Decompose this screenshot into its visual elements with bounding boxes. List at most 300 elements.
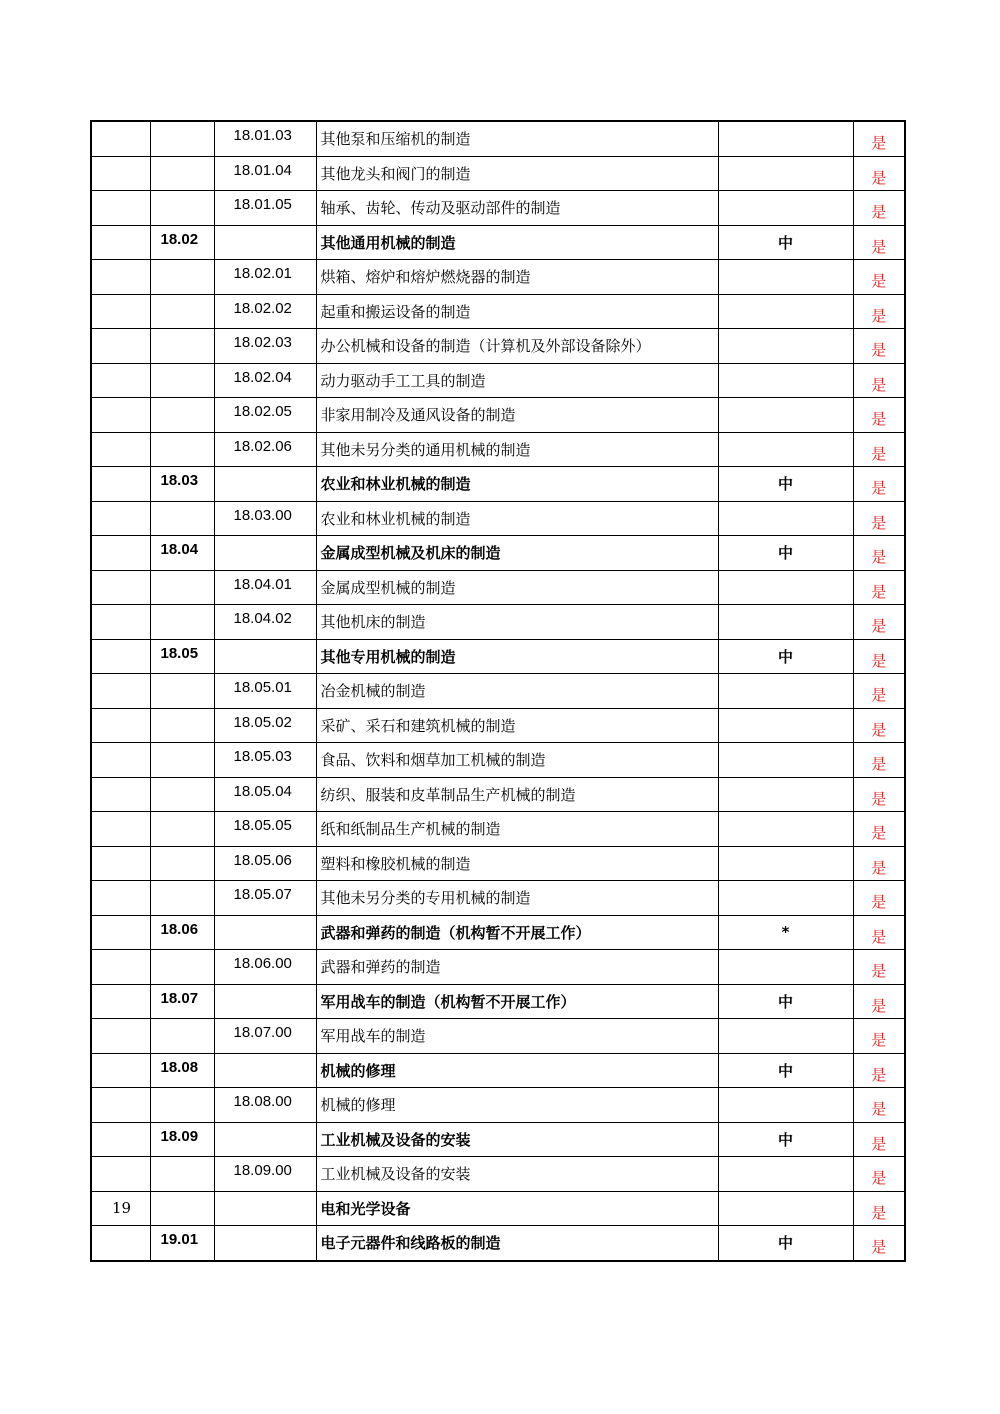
group-code-cell (150, 777, 214, 812)
applicable-flag-cell (853, 467, 905, 502)
risk-level-cell (718, 467, 853, 502)
applicable-flag-cell-text: 是 (871, 1203, 887, 1222)
group-code-cell (150, 191, 214, 226)
applicable-flag-cell (853, 225, 905, 260)
table-row (91, 1226, 905, 1261)
applicable-flag-cell-text: 是 (871, 927, 887, 946)
category-name-cell-text: 农业和林业机械的制造 (320, 475, 471, 494)
group-code-cell (150, 432, 214, 467)
division-code-cell (91, 1088, 150, 1123)
risk-level-cell (718, 674, 853, 709)
division-code-cell (91, 156, 150, 191)
division-code-cell (91, 260, 150, 295)
applicable-flag-cell-text: 是 (871, 1169, 887, 1188)
category-name-cell (316, 191, 718, 226)
table-row (91, 915, 905, 950)
class-code-cell-text: 18.03.00 (233, 506, 292, 524)
division-code-cell (91, 846, 150, 881)
class-code-cell-text: 18.05.01 (233, 679, 292, 697)
applicable-flag-cell-text: 是 (871, 651, 887, 670)
applicable-flag-cell-text: 是 (871, 789, 887, 808)
group-code-cell (150, 812, 214, 847)
class-code-cell-text: 18.02.02 (233, 299, 292, 317)
risk-level-cell (718, 915, 853, 950)
applicable-flag-cell (853, 570, 905, 605)
class-code-cell (214, 1122, 316, 1157)
group-code-cell (150, 1019, 214, 1054)
category-name-cell (316, 777, 718, 812)
risk-level-cell-text: 中 (777, 233, 793, 252)
category-name-cell-text: 工业机械及设备的安装 (320, 1165, 471, 1184)
group-code-cell (150, 467, 214, 502)
applicable-flag-cell (853, 743, 905, 778)
class-code-cell (214, 260, 316, 295)
group-code-cell (150, 639, 214, 674)
applicable-flag-cell (853, 639, 905, 674)
class-code-cell-text: 18.02.04 (233, 368, 292, 386)
division-code-cell (91, 363, 150, 398)
category-name-cell (316, 432, 718, 467)
division-code-cell (91, 191, 150, 226)
group-code-cell (150, 881, 214, 916)
category-name-cell (316, 881, 718, 916)
category-name-cell (316, 674, 718, 709)
division-code-cell (91, 950, 150, 985)
class-code-cell-text: 18.01.03 (233, 127, 292, 145)
table-row (91, 984, 905, 1019)
category-name-cell-text: 动力驱动手工工具的制造 (320, 371, 486, 390)
risk-level-cell (718, 846, 853, 881)
category-name-cell-text: 纺织、服装和皮革制品生产机械的制造 (320, 785, 576, 804)
division-code-cell (91, 708, 150, 743)
class-code-cell (214, 570, 316, 605)
table-row (91, 363, 905, 398)
group-code-cell (150, 1191, 214, 1226)
group-code-cell (150, 536, 214, 571)
class-code-cell (214, 708, 316, 743)
applicable-flag-cell (853, 1226, 905, 1261)
class-code-cell (214, 329, 316, 364)
category-name-cell (316, 156, 718, 191)
applicable-flag-cell (853, 915, 905, 950)
class-code-cell (214, 501, 316, 536)
division-code-cell (91, 121, 150, 156)
risk-level-cell (718, 1019, 853, 1054)
category-name-cell (316, 1157, 718, 1192)
applicable-flag-cell-text: 是 (871, 306, 887, 325)
class-code-cell-text: 18.09.00 (233, 1162, 292, 1180)
risk-level-cell (718, 1226, 853, 1261)
applicable-flag-cell (853, 329, 905, 364)
risk-level-cell (718, 950, 853, 985)
applicable-flag-cell-text: 是 (871, 341, 887, 360)
applicable-flag-cell (853, 881, 905, 916)
division-code-cell (91, 639, 150, 674)
applicable-flag-cell-text: 是 (871, 1134, 887, 1153)
class-code-cell (214, 225, 316, 260)
category-table-body (91, 121, 905, 1261)
class-code-cell (214, 1088, 316, 1123)
class-code-cell (214, 121, 316, 156)
class-code-cell (214, 950, 316, 985)
table-row (91, 846, 905, 881)
group-code-cell (150, 156, 214, 191)
risk-level-cell-text: 中 (777, 647, 793, 666)
applicable-flag-cell-text: 是 (871, 272, 887, 291)
risk-level-cell (718, 777, 853, 812)
class-code-cell (214, 639, 316, 674)
class-code-cell (214, 743, 316, 778)
group-code-cell (150, 398, 214, 433)
category-name-cell (316, 1122, 718, 1157)
applicable-flag-cell-text: 是 (871, 1031, 887, 1050)
table-row (91, 812, 905, 847)
category-name-cell-text: 机械的修理 (320, 1061, 396, 1080)
applicable-flag-cell-text: 是 (871, 582, 887, 601)
applicable-flag-cell (853, 674, 905, 709)
applicable-flag-cell (853, 777, 905, 812)
category-name-cell-text: 塑料和橡胶机械的制造 (320, 854, 471, 873)
class-code-cell (214, 1053, 316, 1088)
table-row (91, 467, 905, 502)
table-row (91, 1053, 905, 1088)
class-code-cell (214, 812, 316, 847)
applicable-flag-cell (853, 812, 905, 847)
group-code-cell (150, 915, 214, 950)
table-row (91, 156, 905, 191)
category-name-cell-text: 军用战车的制造 (320, 1027, 426, 1046)
class-code-cell-text: 18.01.05 (233, 196, 292, 214)
class-code-cell (214, 294, 316, 329)
class-code-cell (214, 1191, 316, 1226)
group-code-cell (150, 225, 214, 260)
category-name-cell (316, 984, 718, 1019)
category-name-cell-text: 电和光学设备 (320, 1199, 411, 1218)
risk-level-cell-text: 中 (777, 1061, 793, 1080)
group-code-cell (150, 1157, 214, 1192)
category-name-cell (316, 1053, 718, 1088)
category-name-cell (316, 950, 718, 985)
group-code-cell (150, 260, 214, 295)
applicable-flag-cell (853, 1019, 905, 1054)
category-name-cell (316, 1088, 718, 1123)
category-name-cell-text: 武器和弹药的制造 (320, 958, 441, 977)
category-name-cell (316, 639, 718, 674)
applicable-flag-cell (853, 708, 905, 743)
risk-level-cell (718, 1191, 853, 1226)
table-row (91, 605, 905, 640)
risk-level-cell (718, 329, 853, 364)
group-code-cell-text: 18.03 (160, 472, 199, 490)
class-code-cell (214, 777, 316, 812)
class-code-cell (214, 1226, 316, 1261)
category-name-cell-text: 机械的修理 (320, 1096, 396, 1115)
division-code-cell (91, 432, 150, 467)
category-name-cell-text: 金属成型机械及机床的制造 (320, 544, 501, 563)
division-code-cell (91, 1122, 150, 1157)
applicable-flag-cell-text: 是 (871, 479, 887, 498)
table-row (91, 674, 905, 709)
risk-level-cell (718, 121, 853, 156)
class-code-cell (214, 156, 316, 191)
category-name-cell (316, 225, 718, 260)
table-row (91, 570, 905, 605)
table-row (91, 1122, 905, 1157)
applicable-flag-cell (853, 984, 905, 1019)
risk-level-cell (718, 432, 853, 467)
table-row (91, 881, 905, 916)
category-name-cell-text: 其他机床的制造 (320, 613, 426, 632)
category-name-cell-text: 其他泵和压缩机的制造 (320, 130, 471, 149)
risk-level-cell (718, 398, 853, 433)
table-row (91, 1157, 905, 1192)
category-name-cell-text: 其他专用机械的制造 (320, 647, 456, 666)
applicable-flag-cell (853, 294, 905, 329)
applicable-flag-cell (853, 1122, 905, 1157)
applicable-flag-cell-text: 是 (871, 720, 887, 739)
division-code-cell (91, 225, 150, 260)
applicable-flag-cell-text: 是 (871, 858, 887, 877)
table-row (91, 1088, 905, 1123)
group-code-cell-text: 18.08 (160, 1058, 199, 1076)
class-code-cell (214, 1157, 316, 1192)
applicable-flag-cell (853, 191, 905, 226)
category-name-cell-text: 工业机械及设备的安装 (320, 1130, 471, 1149)
category-name-cell-text: 食品、饮料和烟草加工机械的制造 (320, 751, 546, 770)
division-code-cell (91, 1019, 150, 1054)
table-row (91, 536, 905, 571)
class-code-cell (214, 881, 316, 916)
applicable-flag-cell (853, 536, 905, 571)
category-name-cell (316, 570, 718, 605)
class-code-cell-text: 18.05.05 (233, 817, 292, 835)
division-code-cell (91, 536, 150, 571)
category-name-cell-text: 办公机械和设备的制造（计算机及外部设备除外） (320, 337, 651, 356)
risk-level-cell-text: * (781, 923, 790, 942)
table-row (91, 398, 905, 433)
risk-level-cell (718, 812, 853, 847)
risk-level-cell-text: 中 (777, 992, 793, 1011)
category-name-cell (316, 1019, 718, 1054)
group-code-cell (150, 708, 214, 743)
group-code-cell (150, 950, 214, 985)
group-code-cell (150, 1122, 214, 1157)
division-code-cell (91, 398, 150, 433)
category-table (90, 120, 906, 1262)
group-code-cell (150, 329, 214, 364)
division-code-cell (91, 1226, 150, 1261)
class-code-cell (214, 915, 316, 950)
applicable-flag-cell-text: 是 (871, 168, 887, 187)
class-code-cell-text: 18.05.02 (233, 713, 292, 731)
class-code-cell-text: 18.01.04 (233, 161, 292, 179)
category-name-cell (316, 812, 718, 847)
class-code-cell-text: 18.04.01 (233, 575, 292, 593)
category-name-cell-text: 轴承、齿轮、传动及驱动部件的制造 (320, 199, 561, 218)
applicable-flag-cell (853, 363, 905, 398)
table-row (91, 294, 905, 329)
category-name-cell (316, 398, 718, 433)
risk-level-cell (718, 501, 853, 536)
class-code-cell (214, 398, 316, 433)
division-code-cell (91, 294, 150, 329)
group-code-cell (150, 1226, 214, 1261)
risk-level-cell (718, 294, 853, 329)
class-code-cell-text: 18.07.00 (233, 1024, 292, 1042)
applicable-flag-cell-text: 是 (871, 1065, 887, 1084)
division-code-cell-text: 19 (112, 1199, 132, 1218)
applicable-flag-cell (853, 846, 905, 881)
class-code-cell-text: 18.04.02 (233, 610, 292, 628)
group-code-cell (150, 846, 214, 881)
class-code-cell-text: 18.08.00 (233, 1093, 292, 1111)
group-code-cell (150, 605, 214, 640)
division-code-cell (91, 1191, 150, 1226)
applicable-flag-cell (853, 1053, 905, 1088)
risk-level-cell (718, 536, 853, 571)
division-code-cell (91, 467, 150, 502)
applicable-flag-cell-text: 是 (871, 962, 887, 981)
category-name-cell-text: 电子元器件和线路板的制造 (320, 1234, 501, 1253)
category-name-cell (316, 1226, 718, 1261)
group-code-cell (150, 294, 214, 329)
division-code-cell (91, 605, 150, 640)
applicable-flag-cell (853, 605, 905, 640)
class-code-cell (214, 1019, 316, 1054)
class-code-cell (214, 984, 316, 1019)
applicable-flag-cell-text: 是 (871, 203, 887, 222)
class-code-cell-text: 18.05.03 (233, 748, 292, 766)
category-name-cell-text: 其他未另分类的通用机械的制造 (320, 440, 531, 459)
category-name-cell-text: 其他未另分类的专用机械的制造 (320, 889, 531, 908)
category-name-cell (316, 1191, 718, 1226)
applicable-flag-cell (853, 156, 905, 191)
table-row (91, 501, 905, 536)
category-name-cell (316, 467, 718, 502)
class-code-cell-text: 18.02.03 (233, 334, 292, 352)
group-code-cell (150, 501, 214, 536)
applicable-flag-cell-text: 是 (871, 444, 887, 463)
group-code-cell (150, 984, 214, 1019)
risk-level-cell (718, 1157, 853, 1192)
applicable-flag-cell-text: 是 (871, 513, 887, 532)
risk-level-cell (718, 1088, 853, 1123)
applicable-flag-cell (853, 1157, 905, 1192)
division-code-cell (91, 984, 150, 1019)
applicable-flag-cell (853, 260, 905, 295)
group-code-cell-text: 18.09 (160, 1127, 199, 1145)
table-row (91, 1019, 905, 1054)
division-code-cell (91, 915, 150, 950)
category-name-cell (316, 121, 718, 156)
category-name-cell (316, 260, 718, 295)
category-name-cell (316, 501, 718, 536)
category-name-cell (316, 708, 718, 743)
table-row (91, 260, 905, 295)
applicable-flag-cell-text: 是 (871, 893, 887, 912)
category-name-cell (316, 743, 718, 778)
category-name-cell-text: 其他龙头和阀门的制造 (320, 164, 471, 183)
applicable-flag-cell-text: 是 (871, 1100, 887, 1119)
risk-level-cell (718, 639, 853, 674)
applicable-flag-cell (853, 1191, 905, 1226)
category-name-cell-text: 金属成型机械的制造 (320, 578, 456, 597)
category-name-cell (316, 329, 718, 364)
risk-level-cell-text: 中 (777, 475, 793, 494)
category-name-cell-text: 武器和弹药的制造（机构暂不开展工作） (320, 923, 591, 942)
applicable-flag-cell-text: 是 (871, 996, 887, 1015)
risk-level-cell (718, 743, 853, 778)
applicable-flag-cell-text: 是 (871, 410, 887, 429)
class-code-cell (214, 846, 316, 881)
risk-level-cell (718, 708, 853, 743)
class-code-cell-text: 18.02.05 (233, 403, 292, 421)
risk-level-cell (718, 260, 853, 295)
table-row (91, 432, 905, 467)
group-code-cell-text: 18.06 (160, 920, 199, 938)
group-code-cell (150, 570, 214, 605)
risk-level-cell (718, 605, 853, 640)
class-code-cell-text: 18.06.00 (233, 955, 292, 973)
category-name-cell (316, 605, 718, 640)
table-row (91, 950, 905, 985)
class-code-cell-text: 18.05.04 (233, 782, 292, 800)
category-name-cell-text: 其他通用机械的制造 (320, 233, 456, 252)
division-code-cell (91, 501, 150, 536)
category-name-cell-text: 冶金机械的制造 (320, 682, 426, 701)
class-code-cell-text: 18.05.07 (233, 886, 292, 904)
class-code-cell (214, 467, 316, 502)
risk-level-cell (718, 881, 853, 916)
class-code-cell (214, 432, 316, 467)
table-row (91, 191, 905, 226)
division-code-cell (91, 777, 150, 812)
class-code-cell (214, 674, 316, 709)
class-code-cell (214, 536, 316, 571)
applicable-flag-cell-text: 是 (871, 755, 887, 774)
class-code-cell-text: 18.02.06 (233, 437, 292, 455)
category-name-cell-text: 非家用制冷及通风设备的制造 (320, 406, 516, 425)
applicable-flag-cell-text: 是 (871, 824, 887, 843)
group-code-cell-text: 18.07 (160, 989, 199, 1007)
category-name-cell-text: 军用战车的制造（机构暂不开展工作） (320, 992, 576, 1011)
category-name-cell-text: 农业和林业机械的制造 (320, 509, 471, 528)
table-row (91, 639, 905, 674)
class-code-cell-text: 18.02.01 (233, 265, 292, 283)
class-code-cell-text: 18.05.06 (233, 851, 292, 869)
class-code-cell (214, 363, 316, 398)
category-name-cell-text: 纸和纸制品生产机械的制造 (320, 820, 501, 839)
division-code-cell (91, 1157, 150, 1192)
group-code-cell (150, 674, 214, 709)
category-name-cell (316, 915, 718, 950)
group-code-cell-text: 19.01 (160, 1231, 199, 1249)
division-code-cell (91, 570, 150, 605)
category-name-cell-text: 起重和搬运设备的制造 (320, 302, 471, 321)
risk-level-cell (718, 191, 853, 226)
applicable-flag-cell-text: 是 (871, 617, 887, 636)
risk-level-cell (718, 363, 853, 398)
group-code-cell (150, 363, 214, 398)
risk-level-cell (718, 1122, 853, 1157)
applicable-flag-cell-text: 是 (871, 375, 887, 394)
risk-level-cell (718, 156, 853, 191)
table-row (91, 225, 905, 260)
division-code-cell (91, 881, 150, 916)
applicable-flag-cell-text: 是 (871, 237, 887, 256)
table-row (91, 708, 905, 743)
category-name-cell-text: 烘箱、熔炉和熔炉燃烧器的制造 (320, 268, 531, 287)
